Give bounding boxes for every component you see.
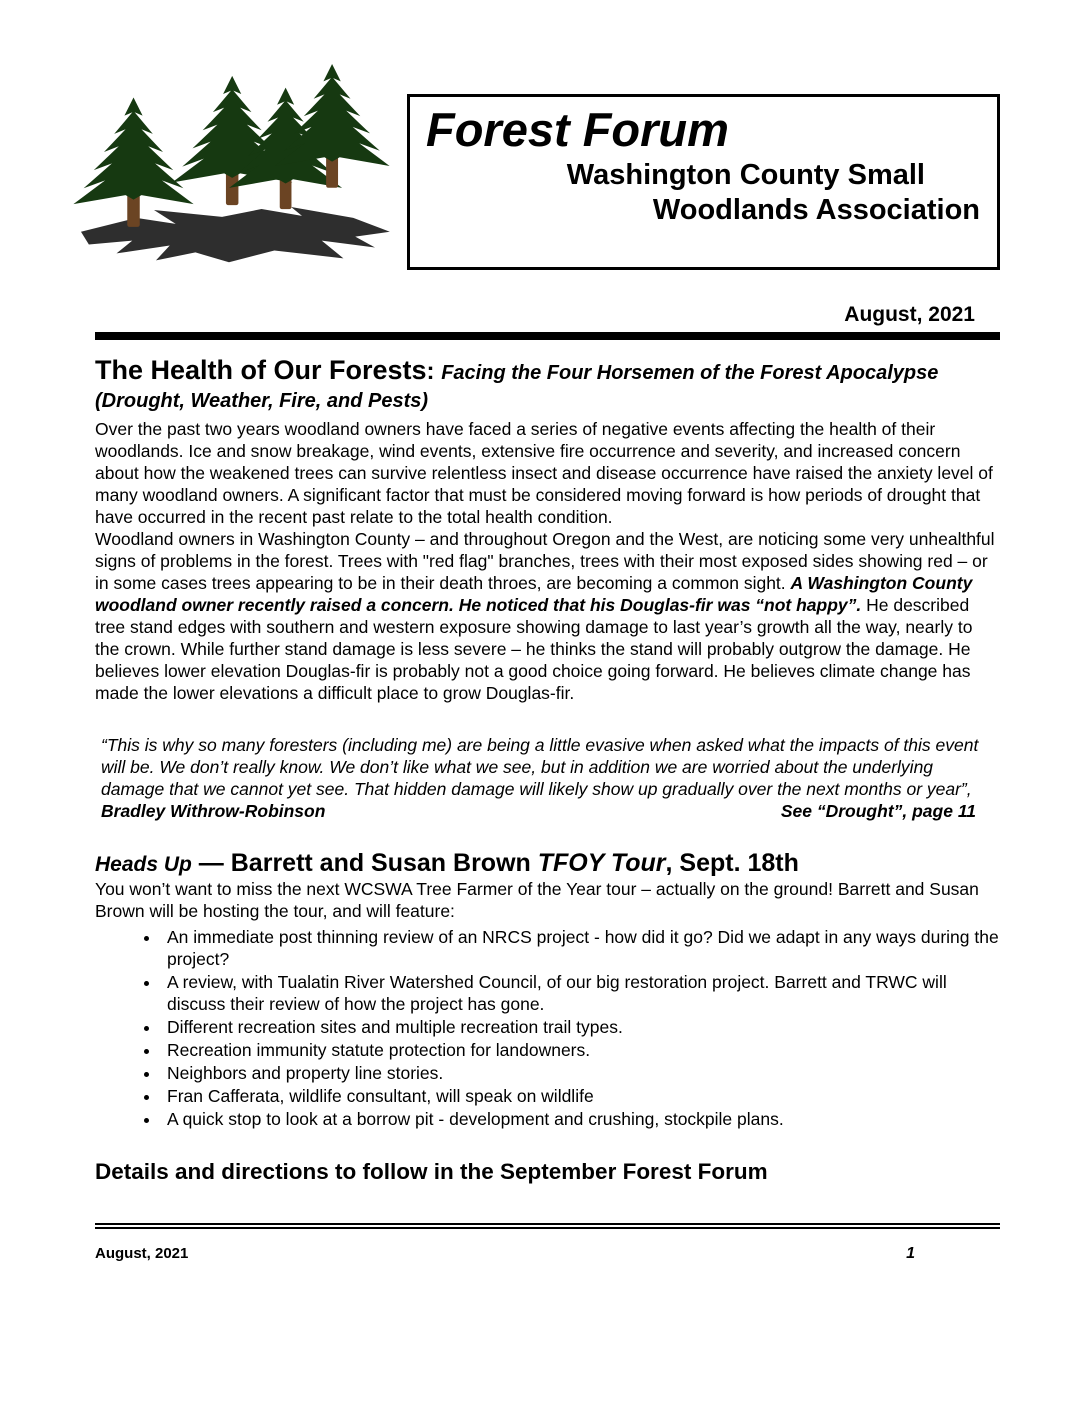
footer-page-number: 1 — [906, 1244, 915, 1262]
tour-bullet-item: • Neighbors and property line stories. — [161, 1062, 1000, 1084]
newsletter-subtitle-line1: Washington County Small — [566, 159, 925, 192]
tour-bullet-item: • A quick stop to look at a borrow pit - development and crushing, stockpile plans. — [161, 1108, 1000, 1130]
tour-heading-tfoy: TFOY Tour — [537, 849, 666, 878]
tour-bullet-item: • Different recreation sites and multiple recreation trail types. — [161, 1016, 1000, 1038]
tour-heading-seg2: — Barrett and Susan Brown — [191, 849, 538, 878]
footer-divider-rule — [95, 1223, 1000, 1229]
tour-heading-lead: Heads Up — [95, 853, 192, 877]
tour-bullet-item: • Fran Cafferata, wildlife consultant, will speak on wildlife — [161, 1085, 1000, 1107]
masthead-title-box — [407, 94, 1000, 270]
health-paragraph-2-seg1: Woodland owners in Washington County – and throughout Oregon and the West, are noticing some very unhealthful signs of problems in the forest. Trees with "red flag" branches, trees with their most exposed sides showing red – or in some cases trees appearing to be in their death throes, are becoming a common sight. — [95, 528, 995, 594]
quote-author: Bradley Withrow-Robinson — [101, 801, 326, 822]
masthead — [95, 60, 1000, 289]
tour-article-heading — [95, 850, 1000, 878]
health-paragraph-1: Over the past two years woodland owners have faced a series of negative events affecting the health of their woodlands. Ice and snow breakage, wind events, extensive fire occurrence and severity, and increased concern about how the weakened trees can survive relentless insect and disease occurrence have raised the anxiety level of many woodland owners. A significant factor that must be considered moving forward is how periods of drought that have occurred in the recent past relate to the total health condition. — [95, 418, 993, 527]
health-paragraph-2-seg3: He described tree stand edges with southern and western exposure showing damage to last year’s growth all the way, nearly to the crown. While further stand damage is less severe – he thinks the stand will probably outgrow the damage. He believes lower elevation Douglas-fir is probably not a good choice going forward. He believes climate change has made the lower elevations a difficult place to grow Douglas-fir. — [95, 595, 973, 704]
pine-tree-1 — [73, 98, 193, 227]
health-heading-main: The Health of Our Forests — [95, 355, 427, 385]
health-heading-colon: : — [426, 358, 442, 385]
tour-heading-seg4: , Sept. 18th — [665, 849, 799, 878]
forester-quote — [95, 734, 1000, 822]
pine-trees-logo — [57, 62, 397, 289]
issue-date: August, 2021 — [844, 303, 975, 326]
health-paragraph-2 — [95, 528, 1000, 704]
masthead-divider-rule — [95, 332, 1000, 340]
footer-date: August, 2021 — [95, 1244, 189, 1262]
tour-bullet-list — [95, 926, 1000, 1130]
quote-see-drought-ref: See “Drought”, page 11 — [780, 801, 976, 822]
newsletter-title: Forest Forum — [426, 103, 729, 156]
page-footer — [95, 1245, 1000, 1263]
tour-intro-paragraph: You won’t want to miss the next WCSWA Tree Farmer of the Year tour – actually on the ground! Barrett and Susan Brown will be hosting the tour, and will feature: — [95, 878, 979, 922]
tour-bullet-item: • Recreation immunity statute protection for landowners. — [161, 1039, 1000, 1061]
pine-trees-illustration — [57, 62, 397, 284]
health-heading-line2: (Drought, Weather, Fire, and Pests) — [95, 389, 429, 412]
health-article-heading — [95, 356, 1000, 386]
quote-text: “This is why so many foresters (including me) are being a little evasive when asked what the impacts of this event will be. We don’t really know. We don’t like what we see, but in addition we are worried about the underlying damage that we cannot yet see. That hidden damage will likely show up gradually over the next months or year”, — [101, 735, 979, 800]
health-paragraph-2-emphasis: A Washington County woodland owner recently raised a concern. He noticed that his Douglas-fir was “not happy”. — [95, 573, 973, 616]
tour-bullet-item: • A review, with Tualatin River Watershed Council, of our big restoration project. Barrett and TRWC will discuss their review of how the project has gone. — [161, 971, 1000, 1015]
newsletter-subtitle-line2: Woodlands Association — [652, 193, 980, 226]
health-heading-subtitle: Facing the Four Horsemen of the Forest Apocalypse — [441, 362, 939, 384]
tour-bullet-item: • An immediate post thinning review of an NRCS project - how did it go? Did we adapt in any ways during the project? — [161, 926, 1000, 970]
tour-closing-heading: Details and directions to follow in the September Forest Forum — [95, 1158, 768, 1184]
